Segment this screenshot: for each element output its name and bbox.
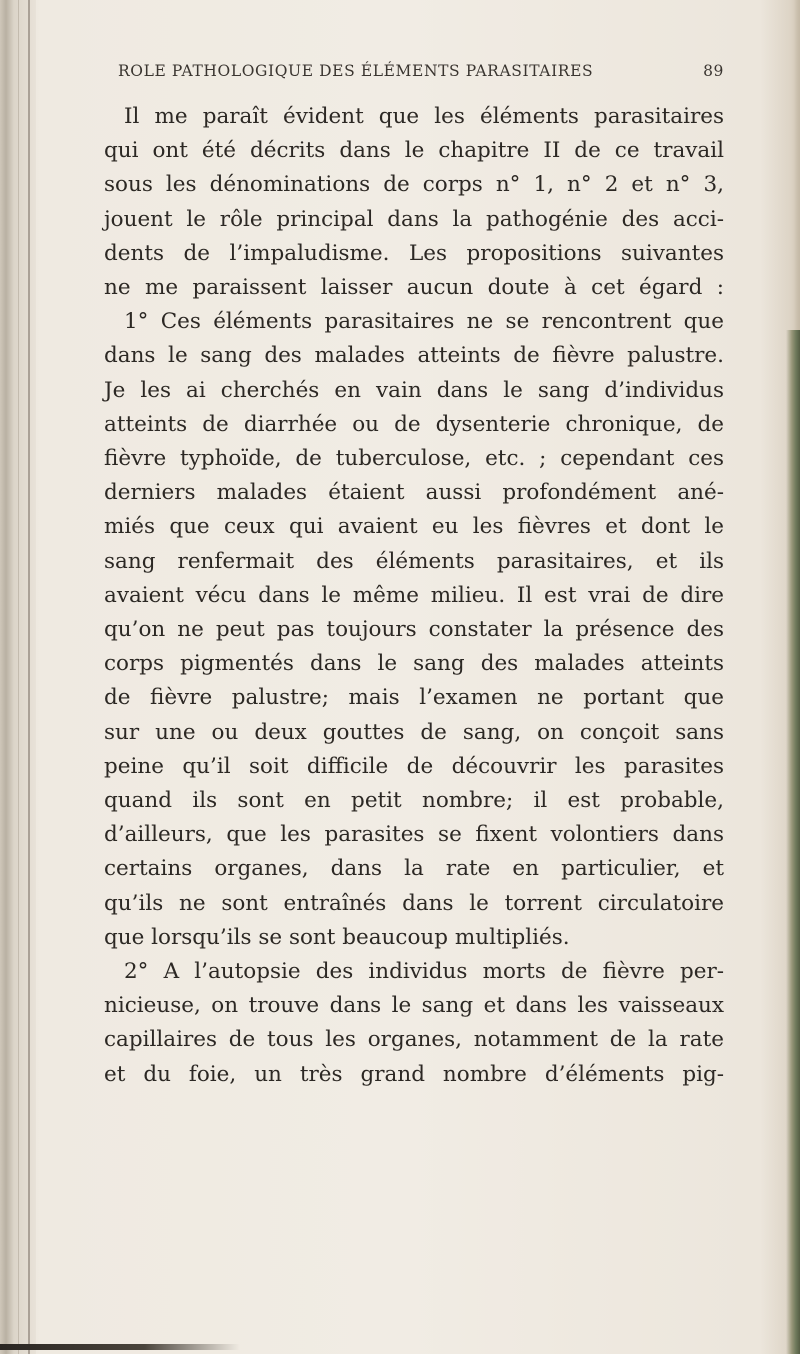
text-line: avaient vécu dans le même milieu. Il est vrai de dire [104, 582, 724, 608]
text-line: Il me paraît évident que les éléments parasitaires [124, 104, 724, 129]
text-line: 2° A l’autopsie des individus morts de fièvre per- [124, 959, 724, 985]
gutter-fold-line [28, 0, 30, 1354]
text-line: corps pigmentés dans le sang des malades atteints [104, 651, 724, 677]
text-line: que lorsqu’ils se sont beaucoup multipliés. [104, 924, 570, 950]
text-line: derniers malades étaient aussi profondément ané- [104, 480, 724, 506]
body-text [104, 100, 724, 1092]
text-line: peine qu’il soit difficile de découvrir les parasites [104, 753, 724, 779]
text-line: nicieuse, on trouve dans le sang et dans les vaisseaux [104, 993, 724, 1019]
text-line: de fièvre palustre; mais l’examen ne portant que [104, 685, 724, 711]
text-line: qu’on ne peut pas toujours constater la présence des [104, 617, 724, 643]
running-header [118, 62, 724, 86]
text-line: sous les dénominations de corps n° 1, n° 2 et n° 3, [104, 172, 724, 198]
text-line: sur une ou deux gouttes de sang, on conçoit sans [104, 719, 724, 745]
text-line: certains organes, dans la rate en particulier, et [104, 856, 724, 882]
text-line: 1° Ces éléments parasitaires ne se rencontrent que [124, 309, 724, 335]
text-line: ne me paraissent laisser aucun doute à cet égard : [104, 275, 724, 301]
text-line: d’ailleurs, que les parasites se fixent volontiers dans [104, 822, 724, 848]
text-line: miés que ceux qui avaient eu les fièvres et dont le [104, 514, 724, 540]
text-line: et du foie, un très grand nombre d’éléments pig- [104, 1061, 724, 1087]
running-header-title: ROLE PATHOLOGIQUE DES ÉLÉMENTS PARASITAIRES [118, 62, 594, 80]
text-line: dans le sang des malades atteints de fièvre palustre. [104, 343, 724, 369]
text-line: Je les ai cherchés en vain dans le sang d’individus [104, 377, 724, 403]
text-line: qu’ils ne sont entraînés dans le torrent circulatoire [104, 890, 724, 916]
text-line: atteints de diarrhée ou de dysenterie chronique, de [104, 411, 724, 437]
page-edge-shadow [794, 0, 800, 330]
text-line: qui ont été décrits dans le chapitre II de ce travail [104, 138, 724, 164]
page-number: 89 [703, 62, 724, 80]
text-line: quand ils sont en petit nombre; il est probable, [104, 788, 724, 814]
bottom-scan-edge [0, 1344, 240, 1350]
text-line: fièvre typhoïde, de tuberculose, etc. ; cependant ces [104, 446, 724, 472]
text-line: jouent le rôle principal dans la pathogénie des acci- [104, 206, 724, 232]
text-line: sang renfermait des éléments parasitaires, et ils [104, 548, 724, 574]
gutter-shadow-line [18, 0, 19, 1354]
text-line: capillaires de tous les organes, notamment de la rate [104, 1027, 724, 1053]
text-line: dents de l’impaludisme. Les propositions suivantes [104, 240, 724, 266]
page-edge-binding [786, 330, 800, 1354]
